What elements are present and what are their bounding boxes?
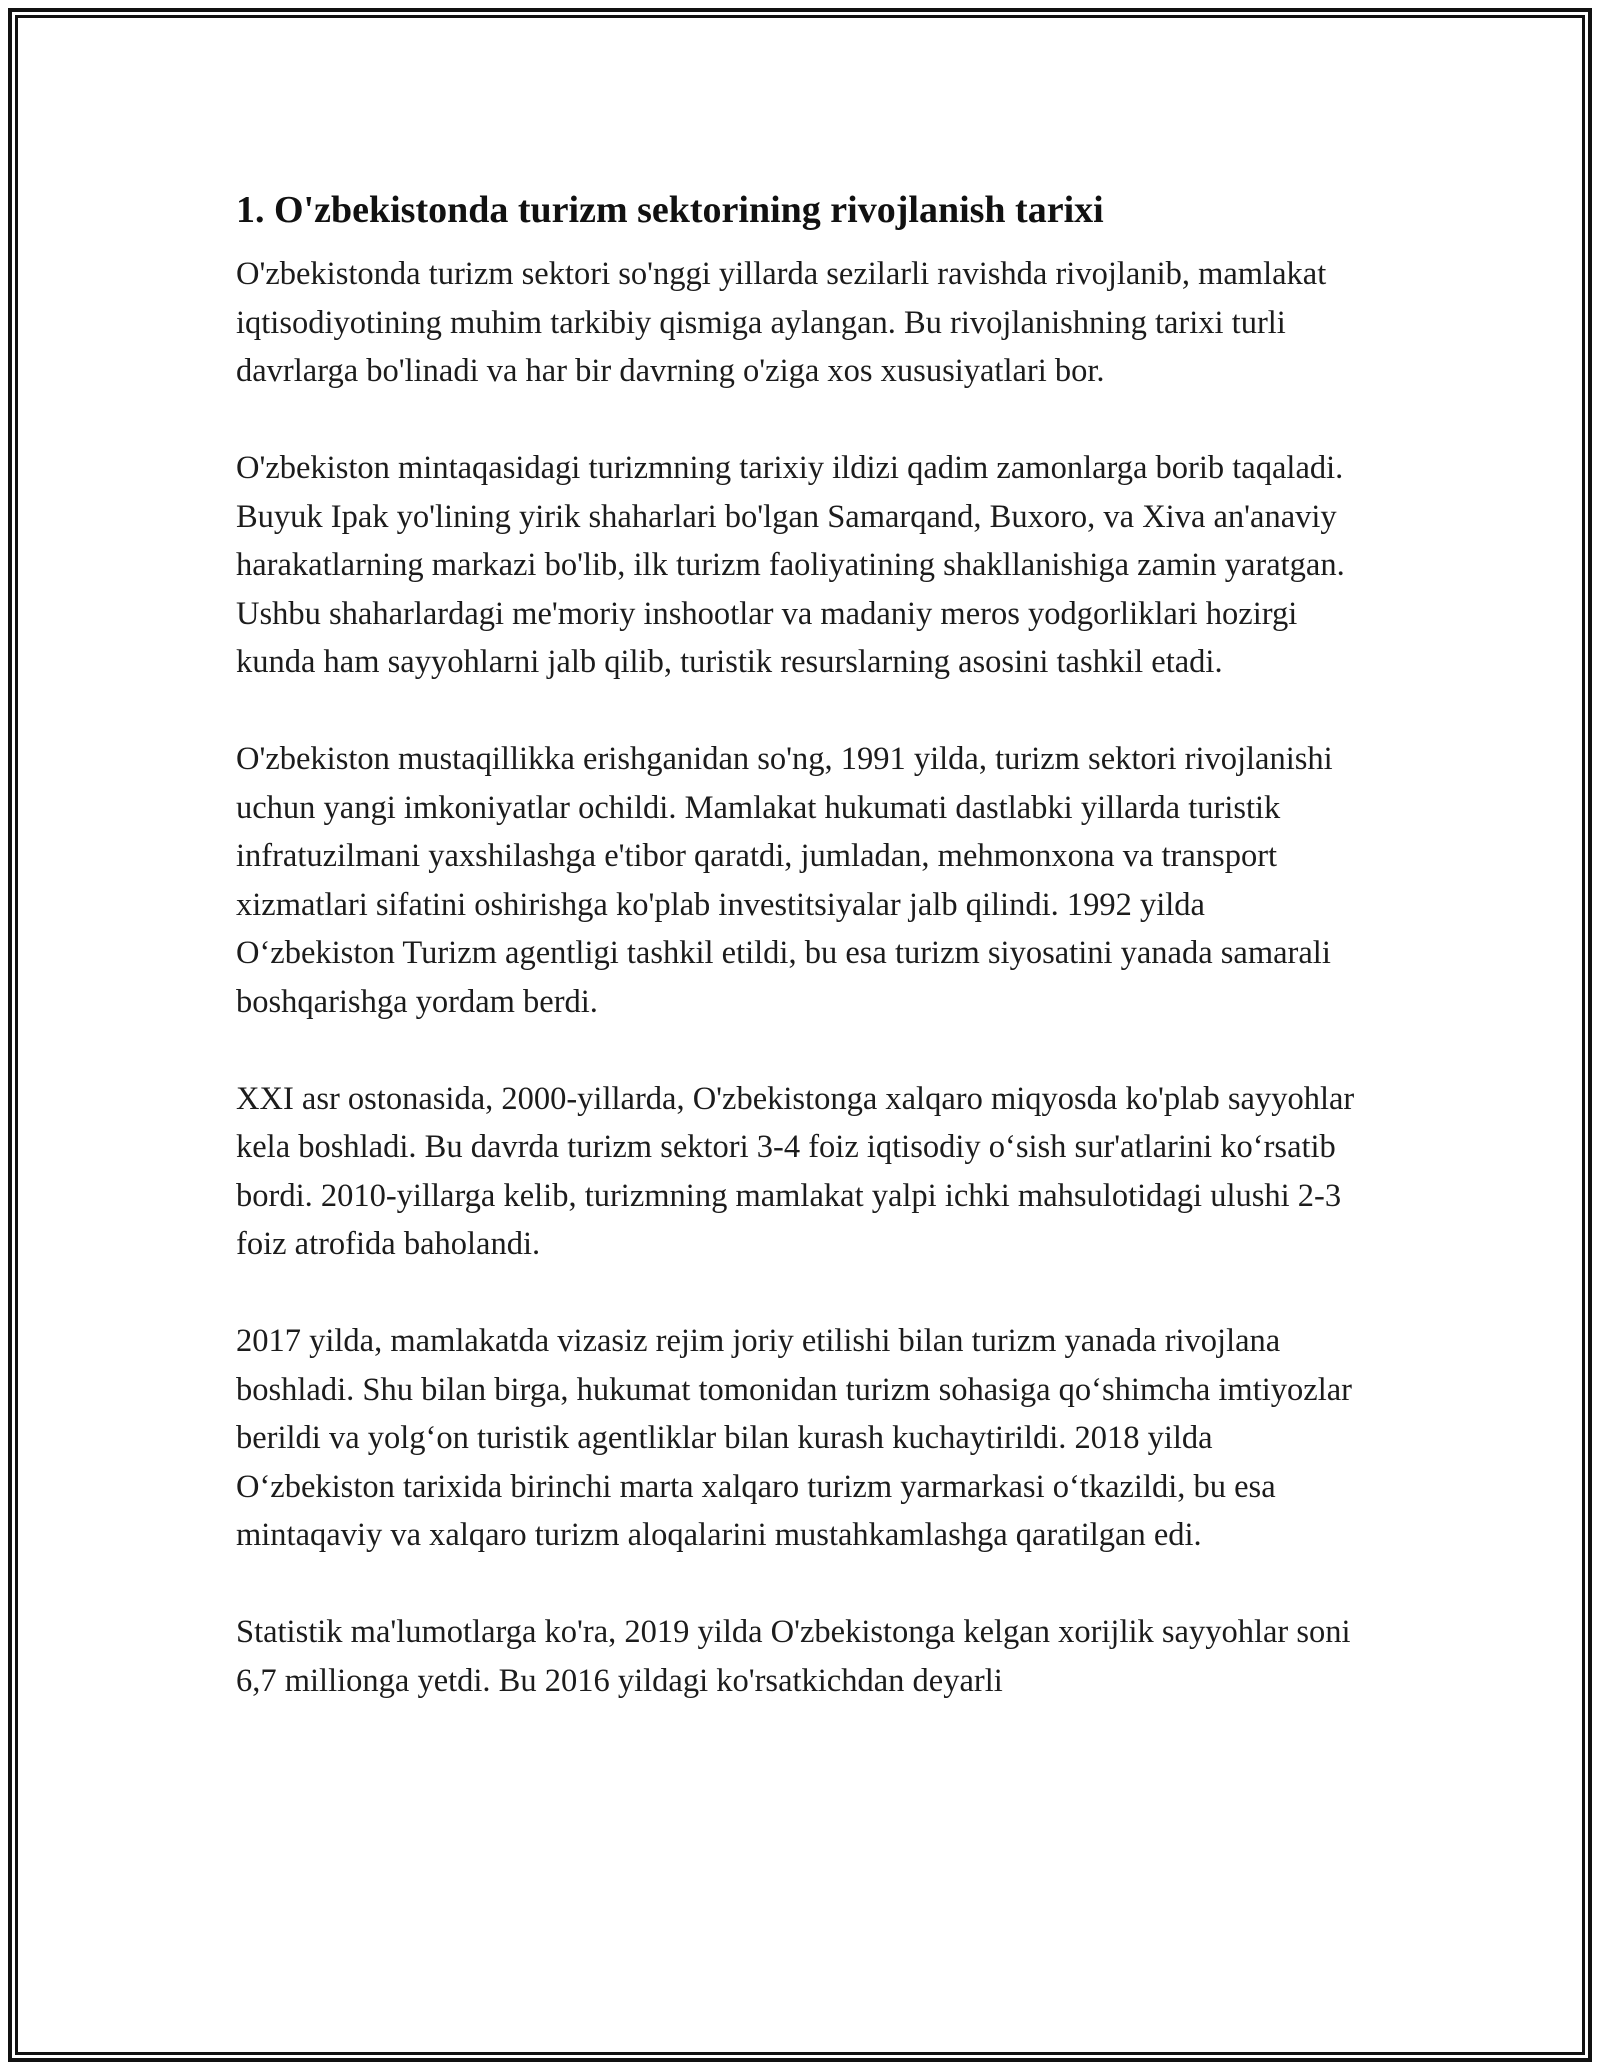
paragraph-history-roots: O'zbekiston mintaqasidagi turizmning tarixiy ildizi qadim zamonlarga borib taqaladi. Buyuk Ipak yo'lining yirik shaharlari bo'lgan Samarqand, Buxoro, va Xiva an'anaviy harakatlarning markazi bo'lib, ilk turizm faoliyatining shakllanishiga zamin yaratgan. Ushbu shaharlardagi me'moriy inshootlar va madaniy meros yodgorliklari hozirgi kunda ham sayyohlarni jalb qilib, turistik resurslarning asosini tashkil etadi. (236, 450, 1345, 680)
paragraph-2017-reforms: 2017 yilda, mamlakatda vizasiz rejim joriy etilishi bilan turizm yanada rivojlana boshladi. Shu bilan birga, hukumat tomonidan turizm sohasiga qo‘shimcha imtiyozlar berildi va yolg‘on turistik agentliklar bilan kurash kuchaytirildi. 2018 yilda O‘zbekiston tarixida birinchi marta xalqaro turizm yarmarkasi o‘tkazildi, bu esa mintaqaviy va xalqaro turizm aloqalarini mustahkamlashga qaratilgan edi. (236, 1323, 1352, 1553)
paragraph-intro: O'zbekistonda turizm sektori so'nggi yillarda sezilarli ravishda rivojlanib, mamlakat iqtisodiyotining muhim tarkibiy qismiga aylangan. Bu rivojlanishning tarixi turli davrlarga bo'linadi va har bir davrning o'ziga xos xususiyatlari bor. (236, 256, 1327, 389)
section-heading: 1. O'zbekistonda turizm sektorining rivojlanish tarixi (236, 189, 1104, 231)
document-body (236, 186, 1366, 1754)
paragraph-2000s: XXI asr ostonasida, 2000-yillarda, O'zbekistonga xalqaro miqyosda ko'plab sayyohlar kela boshladi. Bu davrda turizm sektori 3-4 foiz iqtisodiy o‘sish sur'atlarini ko‘rsatib bordi. 2010-yillarga kelib, turizmning mamlakat yalpi ichki mahsulotidagi ulushi 2-3 foiz atrofida baholandi. (236, 1080, 1355, 1262)
paragraph-independence: O'zbekiston mustaqillikka erishganidan so'ng, 1991 yilda, turizm sektori rivojlanishi uchun yangi imkoniyatlar ochildi. Mamlakat hukumati dastlabki yillarda turistik infratuzilmani yaxshilashga e'tibor qaratdi, jumladan, mehmonxona va transport xizmatlari sifatini oshirishga ko'plab investitsiyalar jalb qilindi. 1992 yilda O‘zbekiston Turizm agentligi tashkil etildi, bu esa turizm siyosatini yanada samarali boshqarishga yordam berdi. (236, 741, 1333, 1020)
paragraph-statistics: Statistik ma'lumotlarga ko'ra, 2019 yilda O'zbekistonga kelgan xorijlik sayyohlar soni 6,7 millionga yetdi. Bu 2016 yildagi ko'rsatkichdan deyarli (236, 1614, 1351, 1699)
